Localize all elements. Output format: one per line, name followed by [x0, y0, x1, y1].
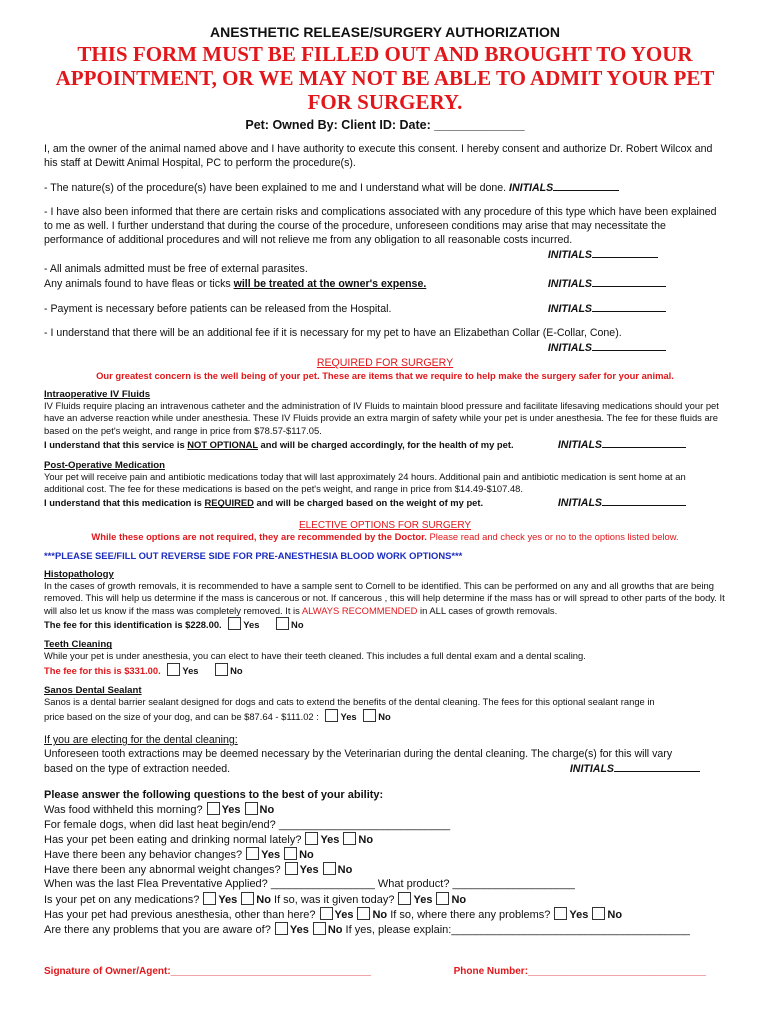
required-subheading: Our greatest concern is the well being of your pet. These are items that we require to help make the surgery safer for your animal.: [96, 370, 674, 381]
teeth-cleaning-title: Teeth Cleaning: [44, 639, 113, 651]
sanos-body: Sanos is a dental barrier sealant designed for dogs and cats to extend the benefits of the dental cleaning. The fees for this optional sealant range in: [44, 696, 655, 708]
yes-checkbox[interactable]: [398, 892, 411, 905]
iv-fluids-body: IV Fluids require placing an intravenous catheter and the administration of IV Fluids to maintain blood pressure and facilitate lifesaving medications should your pet have an adverse reaction while under anesthesia. These IV Fluids provide an extra margin of safety while your pet is under anesthesia. The fee for these fluids are based on the pet's weight, and range in price from $78.57-$117.05.: [44, 400, 719, 436]
pet-owner-fields[interactable]: Pet: Owned By: Client ID: Date: _____________: [245, 118, 525, 132]
initials-field[interactable]: [592, 247, 658, 258]
yes-checkbox[interactable]: [203, 892, 216, 905]
form-title: ANESTHETIC RELEASE/SURGERY AUTHORIZATION: [209, 24, 561, 40]
teeth-cleaning-body: While your pet is under anesthesia, you can elect to have their teeth cleaned. This includes a full dental exam and a dental scaling.: [44, 650, 586, 662]
yes-checkbox[interactable]: [246, 847, 259, 860]
no-checkbox[interactable]: [323, 862, 336, 875]
teeth-cleaning-fee-row: The fee for this is $331.00. Yes No: [44, 664, 243, 676]
question-previous-anesthesia: Has your pet had previous anesthesia, other than here? Yes No If so, where there any problems? Yes No: [44, 908, 623, 921]
sanos-yes-checkbox[interactable]: [325, 709, 338, 722]
sanos-no-checkbox[interactable]: [363, 709, 376, 722]
iv-fluids-acknowledge: I understand that this service is NOT OPTIONAL and will be charged accordingly, for the health of my pet. INITIALS: [44, 437, 726, 451]
no-checkbox[interactable]: [436, 892, 449, 905]
parasites-statement: - All animals admitted must be free of external parasites.: [44, 263, 308, 275]
yes-checkbox[interactable]: [320, 907, 333, 920]
histopathology-no-checkbox[interactable]: [276, 617, 289, 630]
question-flea-preventative[interactable]: When was the last Flea Preventative Applied? _________________ What product? ____________________: [44, 878, 575, 891]
initials-field[interactable]: [602, 437, 686, 448]
initials-field[interactable]: [592, 340, 666, 351]
no-checkbox[interactable]: [357, 907, 370, 920]
warning-banner: THIS FORM MUST BE FILLED OUT AND BROUGHT TO YOUR APPOINTMENT, OR WE MAY NOT BE ABLE TO ADMIT YOUR PET FOR SURGERY.: [55, 42, 715, 114]
histopathology-fee-row: The fee for this identification is $228.00. Yes No: [44, 619, 304, 631]
dental-extraction-body: Unforeseen tooth extractions may be deemed necessary by the Veterinarian during the dental cleaning. The charge(s) for this will vary: [44, 748, 673, 761]
initials-field[interactable]: [602, 495, 686, 506]
yes-checkbox[interactable]: [554, 907, 567, 920]
initials-field[interactable]: [614, 761, 700, 772]
question-medications: Is your pet on any medications? Yes No If so, was it given today? Yes No: [44, 893, 467, 906]
postop-body: Your pet will receive pain and antibiotic medications today that will last approximately 24 hours. Additional pain and antibiotic medication is sent home at an additional cost. The fee for these medications is based on the pet's weight, and range in price from $14.49-$107.48.: [44, 470, 686, 495]
question-food-withheld: Was food withheld this morning? Yes No: [44, 804, 275, 817]
postop-acknowledge: I understand that this medication is REQUIRED and will be charged based on the weight of my pet. INITIALS: [44, 495, 726, 509]
yes-checkbox[interactable]: [285, 862, 298, 875]
no-checkbox[interactable]: [592, 907, 605, 920]
histopathology-yes-checkbox[interactable]: [228, 617, 241, 630]
no-checkbox[interactable]: [313, 922, 326, 935]
initials-field[interactable]: [592, 276, 666, 287]
required-heading: REQUIRED FOR SURGERY: [316, 357, 454, 369]
question-last-heat[interactable]: For female dogs, when did last heat begin/end? ____________________________: [44, 818, 451, 831]
ecollar-statement: - I understand that there will be an additional fee if it is necessary for my pet to have an Elizabethan Collar (E-Collar, Cone).: [44, 327, 622, 339]
question-known-problems: Are there any problems that you are aware of? Yes No If yes, please explain:_______________________________________: [44, 923, 690, 936]
nature-statement: - The nature(s) of the procedure(s) have been explained to me and I understand what will be done. INITIALS: [44, 180, 726, 195]
risks-initials: INITIALS: [44, 247, 658, 262]
signature-row: [44, 966, 726, 977]
yes-checkbox[interactable]: [275, 922, 288, 935]
no-checkbox[interactable]: [245, 802, 258, 815]
yes-checkbox[interactable]: [207, 802, 220, 815]
no-checkbox[interactable]: [241, 892, 254, 905]
payment-row: - Payment is necessary before patients can be released from the Hospital. INITIALS: [44, 301, 726, 316]
question-eating-drinking: Has your pet been eating and drinking normal lately? Yes No: [44, 833, 374, 846]
parasites-row: Any animals found to have fleas or ticks will be treated at the owner's expense. INITIALS: [44, 276, 726, 291]
histopathology-body: In the cases of growth removals, it is recommended to have a sample sent to Cornell to be identified. This can be performed on any and all growths that are being removed. This will help us determine if the mass is cancerous or not. If cancerous , this will help determine if the mass has or will spread to other parts of the body. It will also let us know if the mass was completely removed. It is ALWAYS RECOMMENDED in ALL cases of growth removals.: [44, 579, 725, 616]
initials-field[interactable]: [553, 180, 619, 191]
owner-signature-field[interactable]: Signature of Owner/Agent:____________________________________: [44, 966, 371, 977]
teeth-cleaning-no-checkbox[interactable]: [215, 663, 228, 676]
yes-checkbox[interactable]: [305, 832, 318, 845]
no-checkbox[interactable]: [284, 847, 297, 860]
dental-extraction-title: If you are electing for the dental cleaning:: [44, 734, 238, 747]
consent-statement: I, am the owner of the animal named above and I have authority to execute this consent. I hereby consent and authorize Dr. Robert Wilcox and his staff at Dewitt Animal Hospital, PC to perform the procedure(s).: [44, 143, 713, 169]
sanos-title: Sanos Dental Sealant: [44, 685, 142, 697]
risks-statement: - I have also been informed that there are certain risks and complications associated with any procedure of this type which have been explained to me as well. I further understand that during the course of the procedure, unforeseen conditions may arise that may necessitate the performance of additional procedures and will not relieve me from any obligation to all reasonable costs incurred.: [44, 206, 717, 246]
reverse-side-note: ***PLEASE SEE/FILL OUT REVERSE SIDE FOR PRE-ANESTHESIA BLOOD WORK OPTIONS***: [44, 549, 463, 561]
postop-title: Post-Operative Medication: [44, 459, 166, 471]
dental-extraction-row: based on the type of extraction needed. INITIALS: [44, 761, 726, 776]
no-checkbox[interactable]: [343, 832, 356, 845]
initials-field[interactable]: [592, 301, 666, 312]
question-weight-changes: Have there been any abnormal weight changes? Yes No: [44, 864, 353, 877]
sanos-fee-row: price based on the size of your dog, and can be $87.64 - $111.02 : Yes No: [44, 710, 391, 722]
elective-subheading: While these options are not required, they are recommended by the Doctor. Please read and check yes or no to the options listed below.: [91, 530, 679, 542]
questions-heading: Please answer the following questions to the best of your ability:: [44, 789, 384, 802]
teeth-cleaning-yes-checkbox[interactable]: [167, 663, 180, 676]
initials-label: INITIALS: [509, 182, 554, 194]
question-behavior-changes: Have there been any behavior changes? Yes No: [44, 848, 314, 861]
elective-heading: ELECTIVE OPTIONS FOR SURGERY: [298, 519, 472, 531]
phone-number-field[interactable]: Phone Number:________________________________: [453, 966, 706, 977]
ecollar-initials: INITIALS: [44, 340, 666, 355]
iv-fluids-title: Intraoperative IV Fluids: [44, 389, 151, 400]
histopathology-title: Histopathology: [44, 568, 114, 580]
